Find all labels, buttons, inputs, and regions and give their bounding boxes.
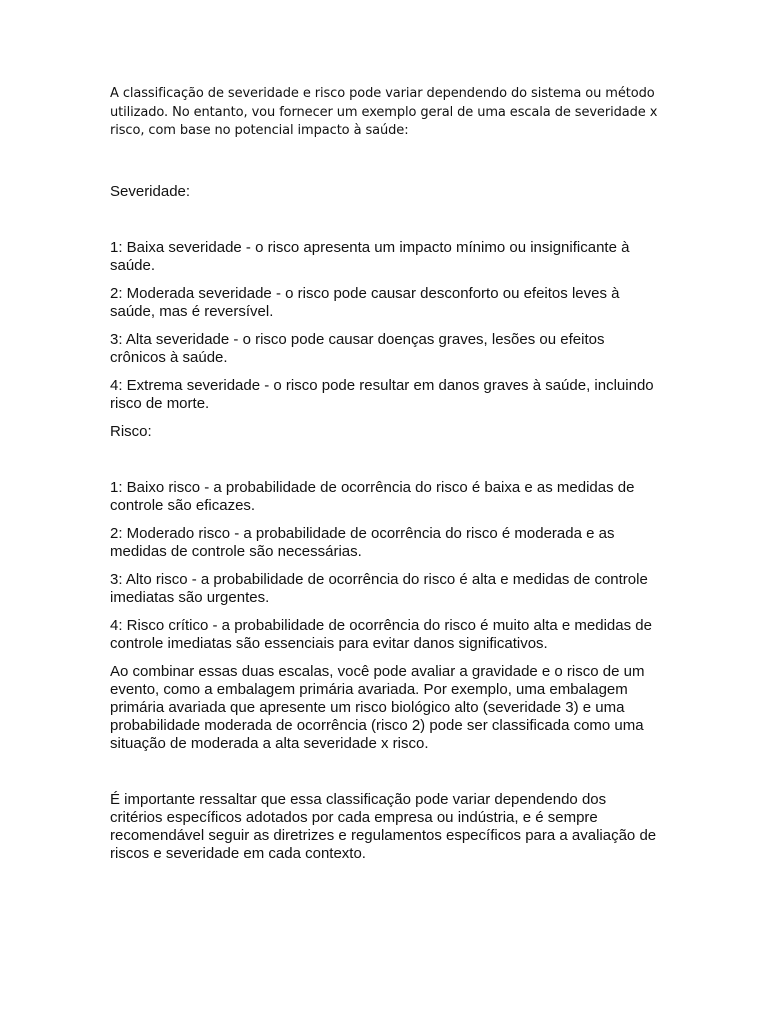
severity-item: 3: Alta severidade - o risco pode causar doenças graves, lesões ou efeitos crônicos à saúde. bbox=[110, 330, 605, 366]
severity-item: 4: Extrema severidade - o risco pode resultar em danos graves à saúde, incluindo risco de morte. bbox=[110, 376, 654, 412]
risk-item: 4: Risco crítico - a probabilidade de ocorrência do risco é muito alta e medidas de controle imediatas são essenciais para evitar danos significativos. bbox=[110, 616, 652, 652]
severity-heading: Severidade: bbox=[110, 182, 191, 200]
severity-item: 2: Moderada severidade - o risco pode causar desconforto ou efeitos leves à saúde, mas é reversível. bbox=[110, 284, 620, 320]
document-body bbox=[110, 85, 660, 863]
risk-item: 2: Moderado risco - a probabilidade de ocorrência do risco é moderada e as medidas de controle são necessárias. bbox=[110, 524, 615, 560]
conclusion-paragraph: É importante ressaltar que essa classificação pode variar dependendo dos critérios específicos adotados por cada empresa ou indústria, e é sempre recomendável seguir as diretrizes e regulamentos específicos para a avaliação de riscos e severidade em cada contexto. bbox=[110, 790, 657, 862]
risk-item: 1: Baixo risco - a probabilidade de ocorrência do risco é baixa e as medidas de controle são eficazes. bbox=[110, 478, 635, 514]
severity-item: 1: Baixa severidade - o risco apresenta um impacto mínimo ou insignificante à saúde. bbox=[110, 238, 630, 274]
risk-heading: Risco: bbox=[110, 422, 152, 440]
combination-paragraph: Ao combinar essas duas escalas, você pode avaliar a gravidade e o risco de um evento, como a embalagem primária avariada. Por exemplo, uma embalagem primária avariada que apresente um risco biológico alto (severidade 3) e uma probabilidade moderada de ocorrência (risco 2) pode ser classificada como uma situação de moderada a alta severidade x risco. bbox=[110, 662, 645, 752]
intro-paragraph: A classificação de severidade e risco pode variar dependendo do sistema ou método utilizado. No entanto, vou fornecer um exemplo geral de uma escala de severidade x risco, com base no potencial impacto à saúde: bbox=[110, 86, 658, 138]
risk-item: 3: Alto risco - a probabilidade de ocorrência do risco é alta e medidas de controle imediatas são urgentes. bbox=[110, 570, 648, 606]
